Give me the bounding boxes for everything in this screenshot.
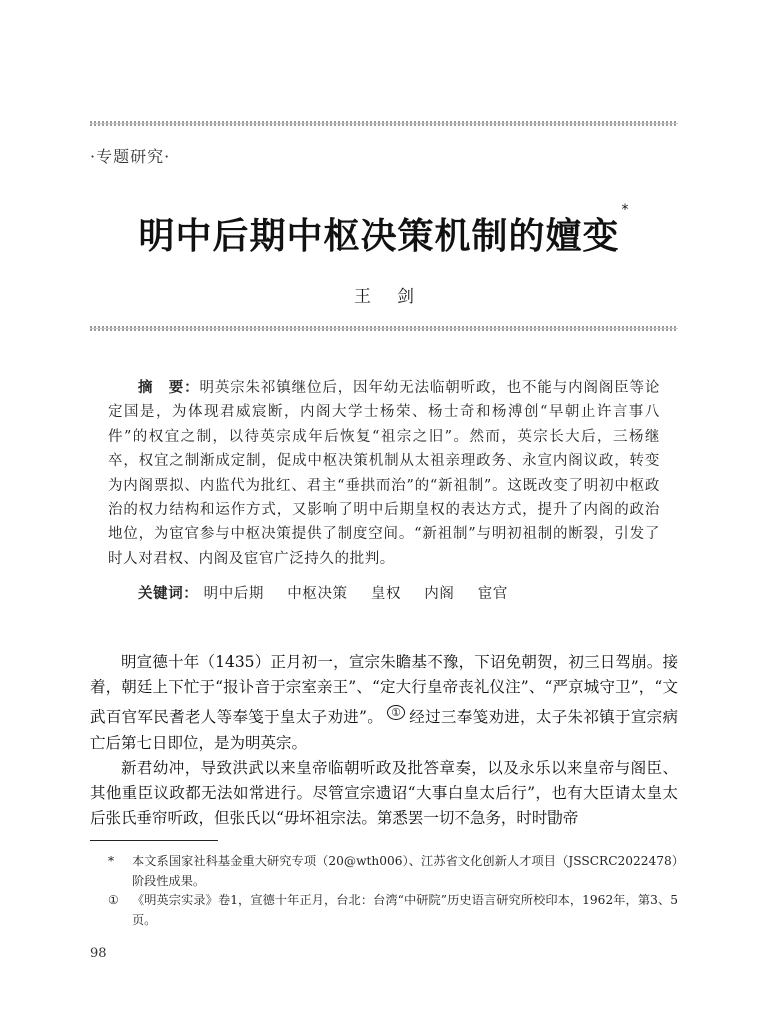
footnote-mark: ① [108,893,119,907]
keywords-line [138,582,526,603]
title-text: 明中后期中枢决策机制的嬗变 [138,216,620,257]
footnote [108,852,678,891]
footnote-mark: * [108,854,115,868]
title-footnote-mark[interactable]: * [621,202,630,218]
keyword: 宦官 [477,586,508,602]
footnote-divider [90,840,218,841]
page-number: 98 [90,946,107,961]
section-label: ·专题研究· [90,147,171,166]
author-name: 王剑 [354,287,440,307]
article-title [0,202,768,259]
title-bottom-rule [90,326,678,331]
abstract [108,376,660,571]
body-paragraph: 新君幼冲，导致洪武以来皇帝临朝听政及批答章奏，以及永乐以来皇帝与阁臣、其他重臣议政都无法如常进行。尽管宣宗遗诏“大事白皇太后行”，也有大臣请太皇太后张氏垂帘听政，但张氏以“毋坏祖宗法。第悉罢一切不急务，时时勖帝 [90,758,678,828]
keyword: 中枢决策 [287,586,348,602]
keyword: 明中后期 [203,586,265,602]
abstract-label: 摘 要： [138,380,200,396]
footnotes [108,852,678,930]
keyword: 皇权 [370,586,402,602]
keywords-label: 关键词： [138,586,199,602]
body-paragraph [90,650,678,756]
footnote [108,891,678,930]
footnote-reference[interactable]: ① [387,705,405,720]
paragraph-text: 明宣德十年（1435）正月初一，宣宗朱瞻基不豫，下诏免朝贺，初三日驾崩。接着，朝廷上下忙于“报讣音于宗室亲王”、“定大行皇帝丧礼仪注”、“严京城守卫”，“文武百官军民耆老人等奉笺于皇太子劝进”。 [90,653,678,727]
footnote-text: 本文系国家社科基金重大研究专项（20@wth006）、江苏省文化创新人才项目（JSSCRC2022478）阶段性成果。 [132,854,678,888]
top-decorative-rule [90,121,678,126]
body-text [90,650,678,832]
abstract-text: 明英宗朱祁镇继位后，因年幼无法临朝听政，也不能与内阁阁臣等论定国是，为体现君威宸断，内阁大学士杨荣、杨士奇和杨溥创“早朝止许言事八件”的权宜之制，以待英宗成年后恢复“祖宗之旧”。然而，英宗长大后，三杨继卒，权宜之制渐成定制，促成中枢决策机制从太祖亲理政务、永宣内阁议政，转变为内阁票拟、内监代为批红、君主“垂拱而治”的“新祖制”。这既改变了明初中枢政治的权力结构和运作方式，又影响了明中后期皇权的表达方式，提升了内阁的政治地位，为宦官参与中枢决策提供了制度空间。“新祖制”与明初祖制的断裂，引发了时人对君权、内阁及宦官广泛持久的批判。 [108,380,661,567]
footnote-text: 《明英宗实录》卷1，宣德十年正月，台北：台湾“中研院”历史语言研究所校印本，1962年，第3、5页。 [132,893,678,927]
keyword: 内阁 [424,586,455,602]
paragraph-text: 经过三奉笺劝进，太子朱祁镇于宣宗病亡后第七日即位，是为明英宗。 [90,708,678,752]
